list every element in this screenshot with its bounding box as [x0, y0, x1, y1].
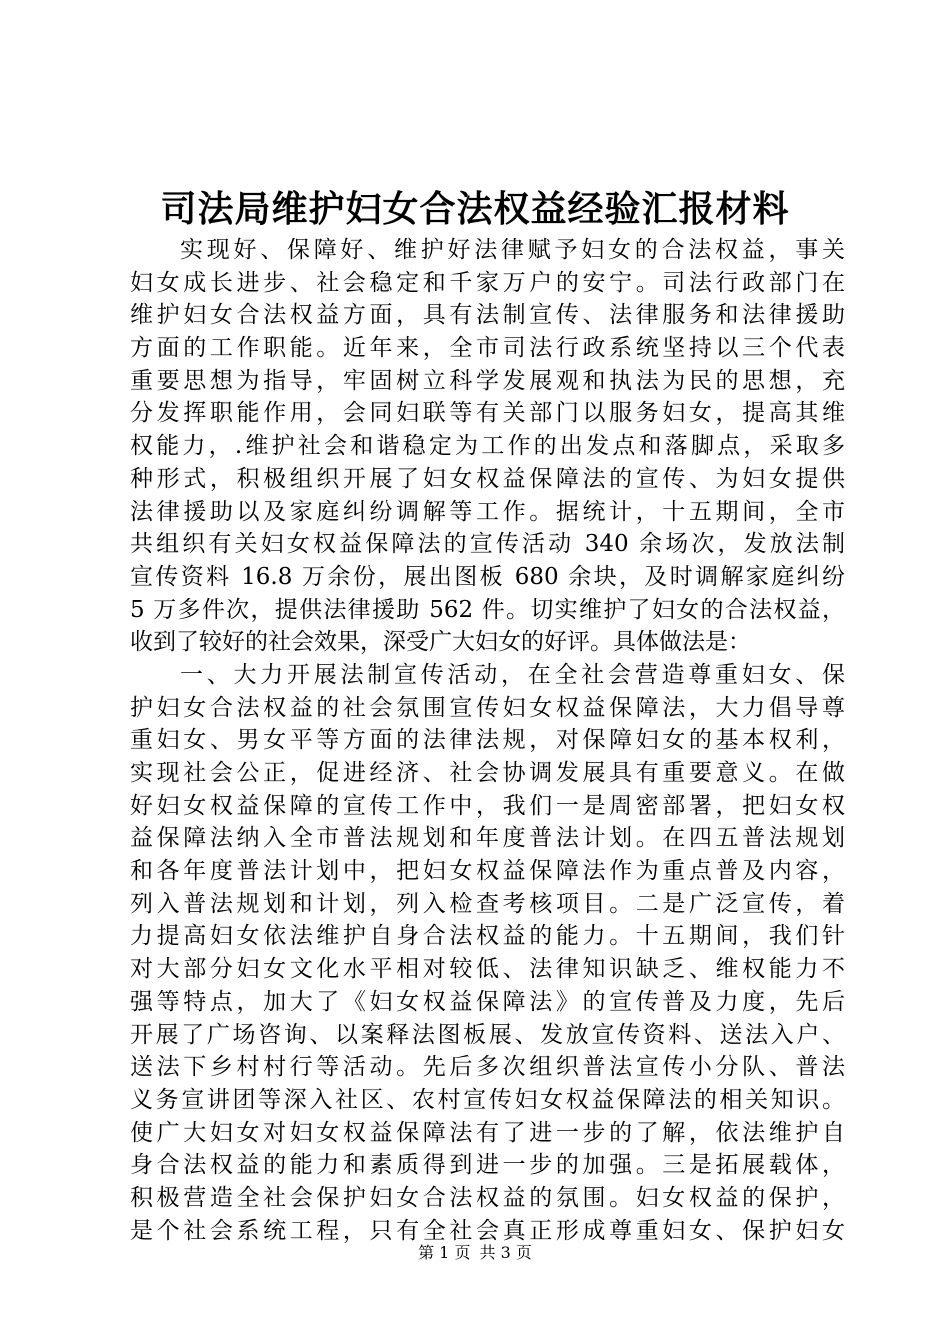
paragraph-line: 维护妇女合法权益方面，具有法制宣传、法律服务和法律援助: [130, 302, 845, 329]
paragraph-line: 强等特点，加大了《妇女权益保障法》的宣传普及力度，先后: [130, 988, 845, 1015]
paragraph-line: 法律援助以及家庭纠纷调解等工作。据统计，十五期间，全市: [130, 498, 845, 525]
paragraph-line: 列入普法规划和计划，列入检查考核项目。二是广泛宣传，着: [130, 890, 845, 917]
page-footer: [0, 1242, 950, 1264]
paragraph-line: 共组织有关妇女权益保障法的宣传活动 340 余场次，发放法制: [130, 531, 845, 558]
document-body: [130, 234, 845, 1247]
paragraph-line: 实现社会公正，促进经济、社会协调发展具有重要意义。在做: [130, 760, 845, 786]
paragraph-line: 积极营造全社会保护妇女合法权益的氛围。妇女权益的保护，: [130, 1184, 845, 1211]
page-number: 第 1 页: [418, 1243, 471, 1262]
paragraph-line: 开展了广场咨询、以案释法图板展、发放宣传资料、送法入户、: [130, 1021, 845, 1048]
paragraph-line: 一、大力开展法制宣传活动，在全社会营造尊重妇女、保: [180, 661, 845, 688]
paragraph-line: 力提高妇女依法维护自身合法权益的能力。十五期间，我们针: [130, 923, 845, 950]
paragraph-line: 重妇女、男女平等方面的法律法规，对保障妇女的基本权利，: [130, 727, 845, 754]
paragraph-line: 使广大妇女对妇女权益保障法有了进一步的了解，依法维护自: [130, 1119, 845, 1146]
paragraph-line: 和各年度普法计划中，把妇女权益保障法作为重点普及内容，: [130, 858, 845, 885]
paragraph-line: 宣传资料 16.8 万余份，展出图板 680 余块，及时调解家庭纠纷: [130, 563, 845, 590]
page-total: 共 3 页: [479, 1243, 532, 1262]
paragraph-line: 分发挥职能作用，会同妇联等有关部门以服务妇女，提高其维: [130, 400, 845, 427]
paragraph-line: 权能力，.维护社会和谐稳定为工作的出发点和落脚点，采取多: [130, 433, 845, 460]
paragraph-line: 义务宣讲团等深入社区、农村宣传妇女权益保障法的相关知识。: [130, 1086, 845, 1113]
paragraph-line: 益保障法纳入全市普法规划和年度普法计划。在四五普法规划: [130, 825, 845, 852]
document-title: 司法局维护妇女合法权益经验汇报材料: [160, 188, 790, 230]
paragraph-line: 重要思想为指导，牢固树立科学发展观和执法为民的思想，充: [130, 367, 845, 394]
paragraph-line: 对大部分妇女文化水平相对较低、法律知识缺乏、维权能力不: [130, 956, 845, 983]
paragraph-line: 好妇女权益保障的宣传工作中，我们一是周密部署，把妇女权: [130, 792, 845, 819]
paragraph-line: 是个社会系统工程，只有全社会真正形成尊重妇女、保护妇女: [130, 1217, 845, 1244]
paragraph-line: 实现好、保障好、维护好法律赋予妇女的合法权益，事关: [180, 237, 845, 263]
paragraph-line: 身合法权益的能力和素质得到进一步的加强。三是拓展载体，: [130, 1152, 845, 1179]
paragraph-line: 5 万多件次，提供法律援助 562 件。切实维护了妇女的合法权益，: [130, 596, 845, 623]
paragraph-line: 种形式，积极组织开展了妇女权益保障法的宣传、为妇女提供: [130, 465, 845, 492]
paragraph-line: 收到了较好的社会效果，深受广大妇女的好评。具体做法是：: [130, 629, 751, 656]
paragraph-line: 送法下乡村村行等活动。先后多次组织普法宣传小分队、普法: [130, 1054, 845, 1081]
paragraph-line: 方面的工作职能。近年来，全市司法行政系统坚持以三个代表: [130, 335, 845, 362]
paragraph-line: 妇女成长进步、社会稳定和千家万户的安宁。司法行政部门在: [130, 269, 845, 296]
paragraph-line: 护妇女合法权益的社会氛围宣传妇女权益保障法，大力倡导尊: [130, 694, 845, 721]
